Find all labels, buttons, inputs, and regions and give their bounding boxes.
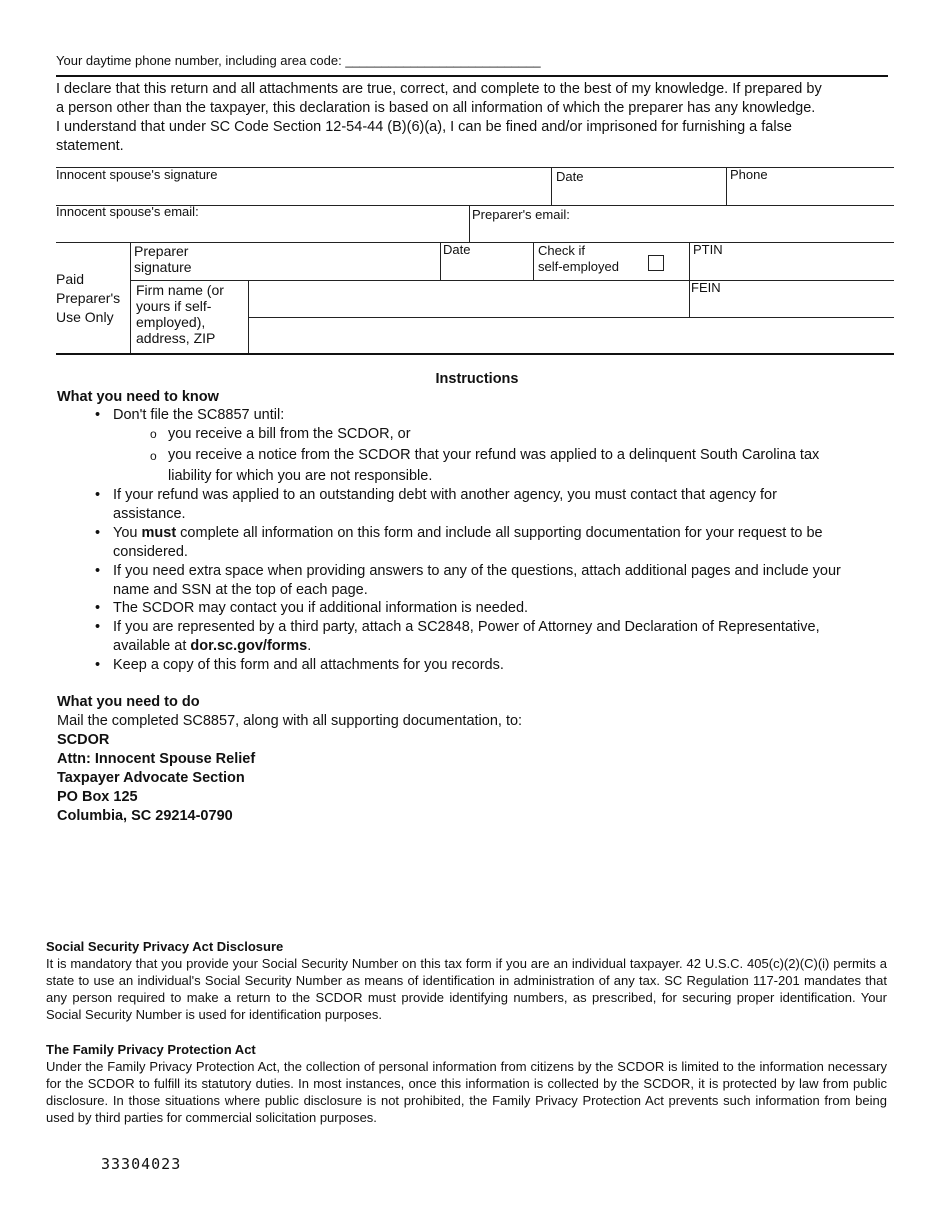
declaration-top-rule [56, 75, 888, 77]
signature-date-label: Date [556, 169, 584, 184]
paid-preparer-use-only-label: Paid Preparer's Use Only [56, 271, 121, 325]
preparer-email-field[interactable] [472, 224, 892, 241]
what-you-need-to-do-heading: What you need to do [57, 694, 200, 710]
declaration-text: I declare that this return and all attachments are true, correct, and complete to the best of my knowledge. If prepared by a person other than the taxpayer, this declaration is based on all information of which the preparer has any knowledge. I understand that under SC Code Section 12-54-44 (B)(6)(a), I can be fined and/or imprisoned for furnishing a false statement. [56, 81, 822, 154]
preparer-email-label: Preparer's email: [472, 207, 570, 222]
phone-field[interactable] [727, 184, 893, 204]
divider [131, 280, 894, 281]
ptin-label: PTIN [693, 242, 723, 257]
bullet-icon: • [95, 487, 101, 503]
phone-number-blank[interactable]: ___________________________ [345, 53, 541, 68]
innocent-spouse-email-label: Innocent spouse's email: [56, 204, 199, 219]
sub-bullet-icon: o [150, 449, 157, 463]
preparer-signature-field[interactable] [205, 245, 439, 277]
bullet-icon: • [95, 525, 101, 541]
list-item: you receive a notice from the SCDOR that your refund was applied to a delinquent South Carolina tax liability for which you are not responsible. [168, 447, 820, 484]
divider [130, 242, 131, 354]
family-privacy-heading: The Family Privacy Protection Act [46, 1042, 256, 1057]
ssa-privacy-text: It is mandatory that you provide your Social Security Number on this tax form if you are an individual taxpayer. 42 U.S.C. 405(c)(2)(C)(i) permits a state to use an individual's Social Security Number as means of identification in administration of any tax. SC Regulation 117-201 mandates that any person required to make a return to the SCDOR must provide identifying numbers, as prescribed, for securing proper identification. Your Social Security Number is used for identification purposes. [46, 956, 887, 1022]
mailing-address: SCDOR Attn: Innocent Spouse Relief Taxpayer Advocate Section PO Box 125 Columbia, SC 29214-0790 [57, 732, 256, 824]
phone-label: Phone [730, 167, 768, 182]
list-item: Keep a copy of this form and all attachments for you records. [113, 657, 504, 673]
sub-bullet-icon: o [150, 427, 157, 441]
fein-label: FEIN [691, 280, 721, 295]
preparer-signature-label: Preparer signature [134, 243, 192, 275]
divider [533, 242, 534, 280]
list-item: You must complete all information on this form and include all supporting documentation for your request to be considered. [113, 525, 823, 560]
family-privacy-text: Under the Family Privacy Protection Act, the collection of personal information from citizens by the SCDOR is limited to the information necessary for the SCDOR to fulfill its statutory duties. In most instances, once this information is collected by the SCDOR, it is protected by law from public disclosure. In those situations where public disclosure is not prohibited, the Family Privacy Protection Act prevents such information from being used by third parties for commercial solicitation purposes. [46, 1059, 887, 1125]
bullet-icon: • [95, 600, 101, 616]
innocent-spouse-email-field[interactable] [56, 222, 468, 240]
list-item: If you need extra space when providing answers to any of the questions, attach additional pages and include your name and SSN at the top of each page. [113, 563, 841, 598]
signature-date-field[interactable] [552, 186, 726, 204]
innocent-spouse-signature-label: Innocent spouse's signature [56, 167, 218, 182]
firm-name-field[interactable] [250, 282, 687, 315]
list-item: If you are represented by a third party, attach a SC2848, Power of Attorney and Declaration of Representative, available at dor.sc.gov/forms. [113, 619, 820, 654]
firm-address-field[interactable] [250, 319, 893, 352]
firm-name-label: Firm name (or yours if self- employed), address, ZIP [136, 282, 224, 346]
form-code: 33304023 [101, 1155, 182, 1173]
fein-field[interactable] [691, 297, 893, 315]
dor-forms-link[interactable]: dor.sc.gov/forms [190, 638, 308, 654]
bullet-icon: • [95, 407, 101, 423]
divider [886, 205, 894, 206]
preparer-block-bottom [56, 353, 894, 355]
preparer-date-field[interactable] [441, 258, 532, 278]
preparer-date-label: Date [443, 242, 471, 257]
bullet-icon: • [95, 657, 101, 673]
divider [249, 317, 894, 318]
phone-number-label: Your daytime phone number, including area code: ___________________________ [56, 53, 541, 68]
self-employed-checkbox[interactable] [648, 255, 664, 271]
list-item: you receive a bill from the SCDOR, or [168, 426, 411, 442]
ptin-field[interactable] [691, 259, 893, 278]
list-item: Don't file the SC8857 until: [113, 407, 285, 423]
what-you-need-to-know-heading: What you need to know [57, 389, 219, 405]
bullet-icon: • [95, 619, 101, 635]
list-item: If your refund was applied to an outstanding debt with another agency, you must contact that agency for assistance. [113, 487, 777, 522]
divider [469, 205, 470, 242]
bullet-icon: • [95, 563, 101, 579]
instructions-title: Instructions [435, 371, 519, 387]
check-if-self-employed-label: Check if self-employed [538, 243, 619, 274]
innocent-spouse-signature-field[interactable] [56, 184, 551, 204]
ssa-privacy-heading: Social Security Privacy Act Disclosure [46, 939, 284, 954]
list-item: The SCDOR may contact you if additional information is needed. [113, 600, 529, 616]
mail-instructions: Mail the completed SC8857, along with all supporting documentation, to: [57, 713, 523, 729]
